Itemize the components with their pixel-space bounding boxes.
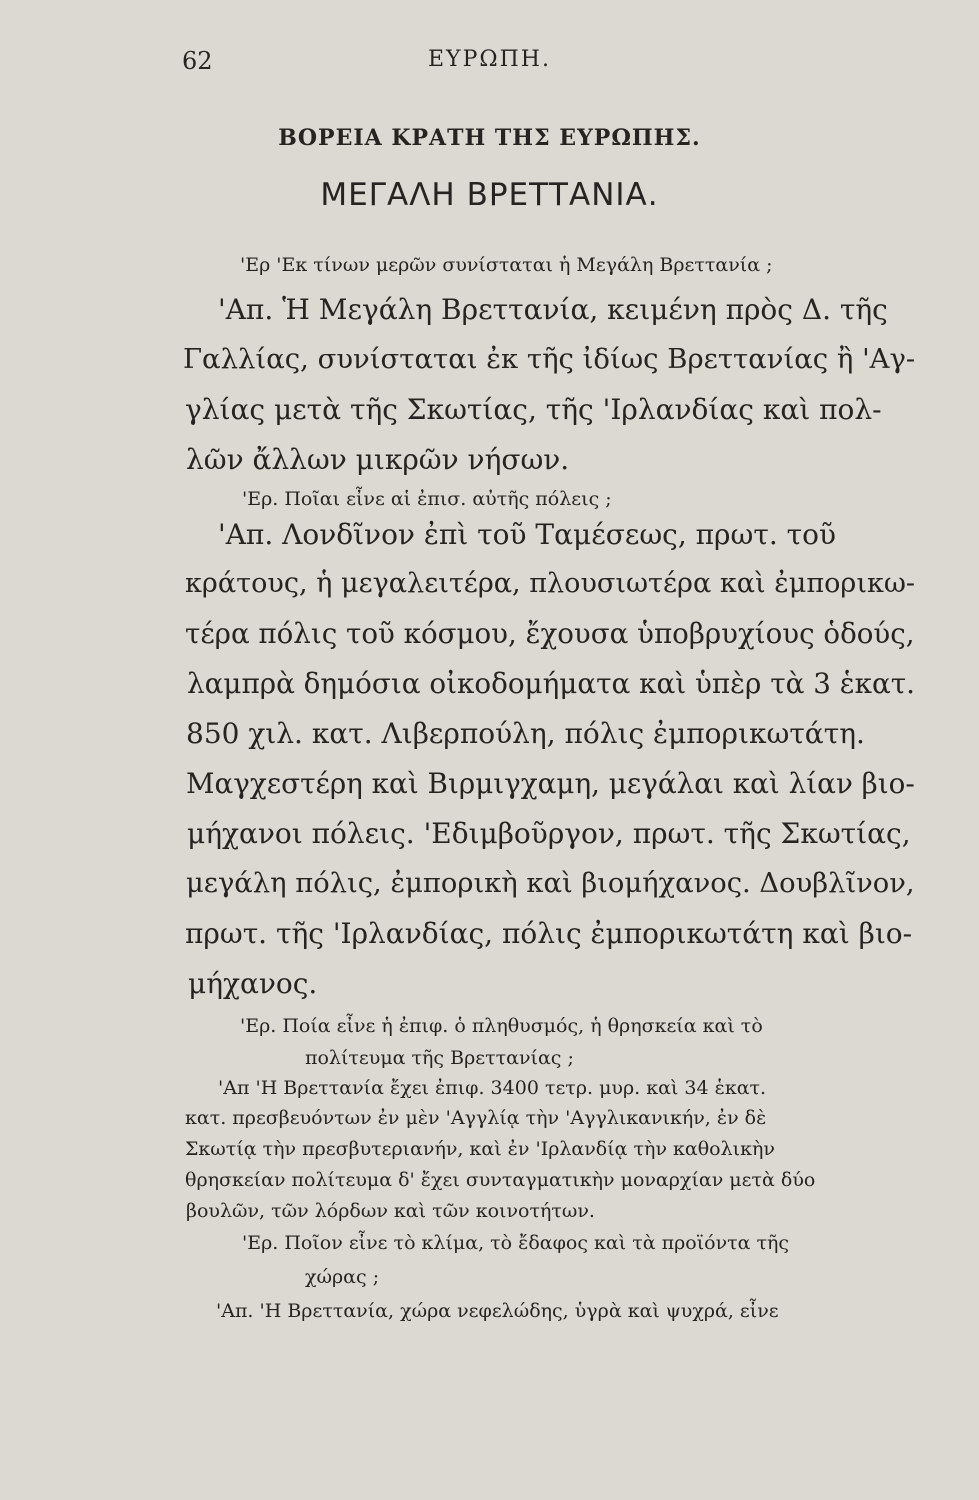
text-line: 'Απ. Λονδῖνον ἐπὶ τοῦ Ταμέσεως, πρωτ. τοῦ — [218, 518, 837, 551]
text-line: μεγάλη πόλις, ἐμπορικὴ καὶ βιομήχανος. Δουβλῖνον, — [186, 868, 915, 899]
text-line: 'Ερ. Ποῖον εἶνε τὸ κλίμα, τὸ ἔδαφος καὶ τὰ προϊόντα τῆς — [242, 1232, 790, 1254]
text-line: 'Απ. 'Η Βρεττανία, χώρα νεφελώδης, ὑγρὰ καὶ ψυχρά, εἶνε — [216, 1300, 779, 1322]
text-line: 'Ερ. Ποία εἶνε ἡ ἐπιφ. ὁ πληθυσμός, ἡ θρησκεία καὶ τὸ — [240, 1015, 763, 1037]
text-line: βουλῶν, τῶν λόρδων καὶ τῶν κοινοτήτων. — [186, 1200, 595, 1222]
text-line: 'Ερ. Ποῖαι εἶνε αἱ ἐπισ. αὐτῆς πόλεις ; — [242, 488, 612, 510]
running-head: ΕΥΡΩΠΗ. — [428, 47, 551, 72]
text-line: μήχανοι πόλεις. 'Εδιμβοῦργον, πρωτ. τῆς Σκωτίας, — [187, 817, 911, 850]
text-line: λαμπρὰ δημόσια οἰκοδομήματα καὶ ὑπὲρ τὰ 3 ἑκατ. — [187, 667, 916, 700]
text-line: χώρας ; — [305, 1266, 380, 1288]
text-line: 850 χιλ. κατ. Λιβερπούλη, πόλις ἐμπορικωτάτη. — [186, 717, 865, 750]
text-line: πρωτ. τῆς 'Ιρλανδίας, πόλις ἐμπορικωτάτη καὶ βιο- — [185, 917, 913, 950]
text-line: μήχανος. — [188, 967, 318, 1000]
section-heading: ΒΟΡΕΙΑ ΚΡΑΤΗ ΤΗΣ ΕΥΡΩΠΗΣ. — [278, 125, 701, 151]
text-line: Σκωτίᾳ τὴν πρεσβυτεριανήν, καὶ ἐν 'Ιρλανδίᾳ τὴν καθολικὴν — [185, 1138, 775, 1160]
text-line: λῶν ἄλλων μικρῶν νήσων. — [186, 443, 570, 476]
text-line: θρησκείαν πολίτευμα δ' ἔχει συνταγματικὴν μοναρχίαν μετὰ δύο — [185, 1169, 816, 1191]
text-line: τέρα πόλις τοῦ κόσμου, ἔχουσα ὑποβρυχίους ὁδούς, — [185, 617, 915, 650]
text-line: Μαγχεστέρη καὶ Βιρμιγχαμη, μεγάλαι καὶ λίαν βιο- — [186, 767, 915, 800]
page-number: 62 — [182, 47, 213, 75]
text-line: 'Ερ 'Εκ τίνων μερῶν συνίσταται ἡ Μεγάλη Βρεττανία ; — [240, 254, 773, 276]
text-line: Γαλλίας, συνίσταται ἐκ τῆς ἰδίως Βρεττανίας ἢ 'Αγ- — [183, 344, 916, 375]
text-line: γλίας μετὰ τῆς Σκωτίας, τῆς 'Ιρλανδίας καὶ πολ- — [185, 393, 882, 426]
text-line: 'Απ. Ἡ Μεγάλη Βρεττανία, κειμένη πρὸς Δ. τῆς — [218, 293, 888, 326]
text-line: πολίτευμα τῆς Βρεττανίας ; — [305, 1047, 574, 1069]
text-line: κατ. πρεσβευόντων ἐν μὲν 'Αγγλίᾳ τὴν 'Αγγλικανικήν, ἐν δὲ — [185, 1107, 767, 1129]
text-line: 'Απ 'Η Βρεττανία ἔχει ἐπιφ. 3400 τετρ. μυρ. καὶ 34 ἑκατ. — [218, 1077, 767, 1099]
text-line: κράτους, ἡ μεγαλειτέρα, πλουσιωτέρα καὶ ἐμπορικω- — [185, 568, 916, 599]
chapter-title: ΜΕΓΑΛΗ ΒΡΕΤΤΑΝΙΑ. — [320, 177, 659, 213]
